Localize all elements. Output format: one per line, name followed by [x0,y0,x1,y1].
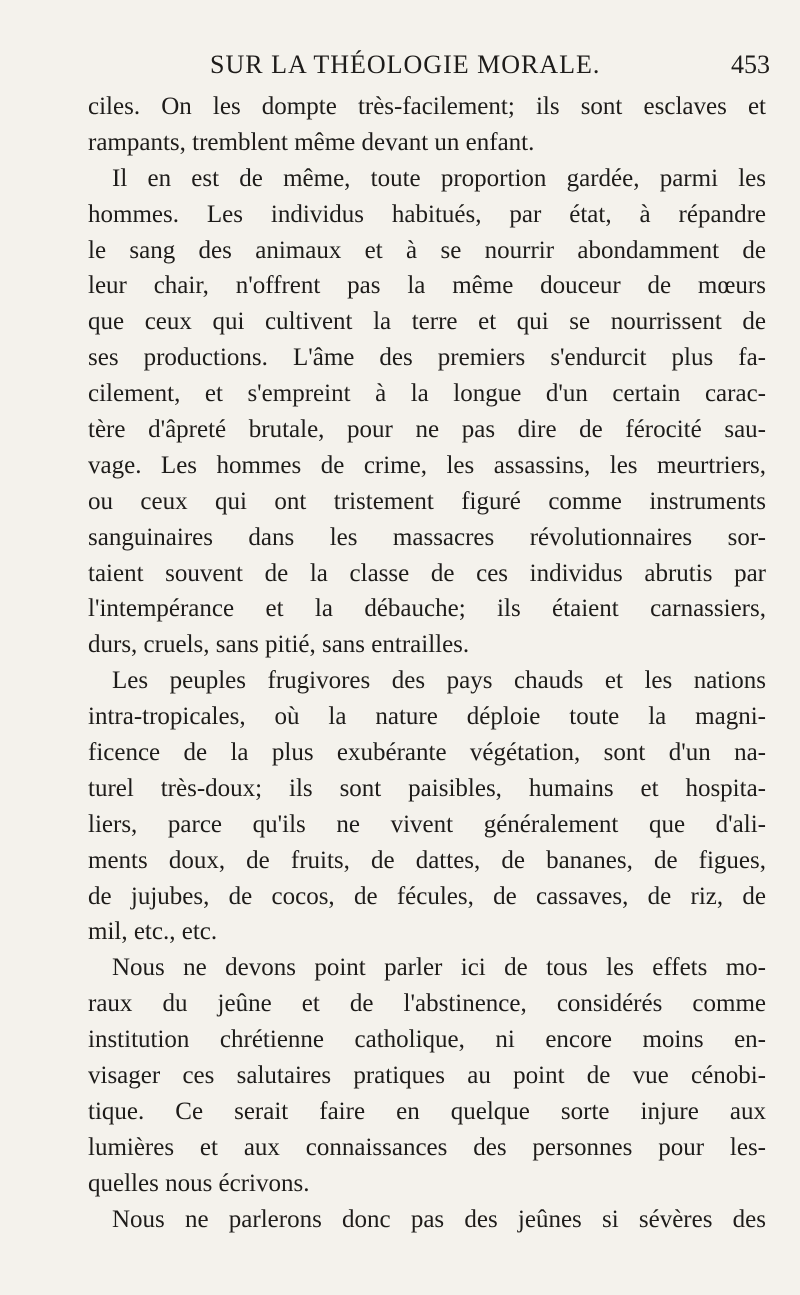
text-line: ficence de la plus exubérante végétation, sont d'un na- [88,739,766,767]
text-line: Nous ne parlerons donc pas des jeûnes si sévères des [112,1205,766,1233]
running-head [80,50,770,90]
text-line: turel très-doux; ils sont paisibles, humains et hospita- [88,774,766,802]
text-line: Les peuples frugivores des pays chauds et les nations [112,667,766,695]
text-line: visager ces salutaires pratiques au point de vue cénobi- [88,1062,766,1090]
text-line: mil, etc., etc. [88,918,218,946]
text-line: le sang des animaux et à se nourrir abondamment de [88,236,766,264]
text-line: intra-tropicales, où la nature déploie toute la magni- [88,703,766,731]
text-line: tique. Ce serait faire en quelque sorte injure aux [88,1097,766,1125]
text-line: ses productions. L'âme des premiers s'endurcit plus fa- [88,344,766,372]
text-line: hommes. Les individus habitués, par état, à répandre [88,200,766,228]
text-line: institution chrétienne catholique, ni encore moins en- [88,1026,766,1054]
text-line: ou ceux qui ont tristement figuré comme instruments [88,487,766,515]
text-line: quelles nous écrivons. [88,1169,310,1197]
text-line: cilement, et s'empreint à la longue d'un certain carac- [88,380,766,408]
text-line: ciles. On les dompte très-facilement; ils sont esclaves et [88,93,766,120]
text-line: vage. Les hommes de crime, les assassins, les meurtriers, [88,451,766,479]
text-line: que ceux qui cultivent la terre et qui se nourrissent de [88,308,766,336]
text-line: Nous ne devons point parler ici de tous les effets mo- [112,954,766,982]
running-title: SUR LA THÉOLOGIE MORALE. [210,50,601,79]
page-number: 453 [731,50,770,79]
text-line: liers, parce qu'ils ne vivent généralement que d'ali- [88,810,766,838]
text-line: durs, cruels, sans pitié, sans entrailles. [88,631,470,659]
text-line: raux du jeûne et de l'abstinence, considérés comme [88,990,766,1018]
text-line: de jujubes, de cocos, de fécules, de cassaves, de riz, de [88,882,766,910]
body-text [88,89,766,1238]
text-line: sanguinaires dans les massacres révolutionnaires sor- [88,523,766,551]
text-line: l'intempérance et la débauche; ils étaient carnassiers, [88,595,766,623]
text-line: taient souvent de la classe de ces individus abrutis par [88,559,766,587]
text-line: ments doux, de fruits, de dattes, de bananes, de figues, [88,846,766,874]
text-line: lumières et aux connaissances des personnes pour les- [88,1133,766,1161]
text-line: leur chair, n'offrent pas la même douceur de mœurs [88,272,766,300]
text-line: rampants, tremblent même devant un enfant. [88,128,535,156]
text-line: tère d'âpreté brutale, pour ne pas dire de férocité sau- [88,416,766,444]
text-line: Il en est de même, toute proportion gardée, parmi les [112,164,766,192]
